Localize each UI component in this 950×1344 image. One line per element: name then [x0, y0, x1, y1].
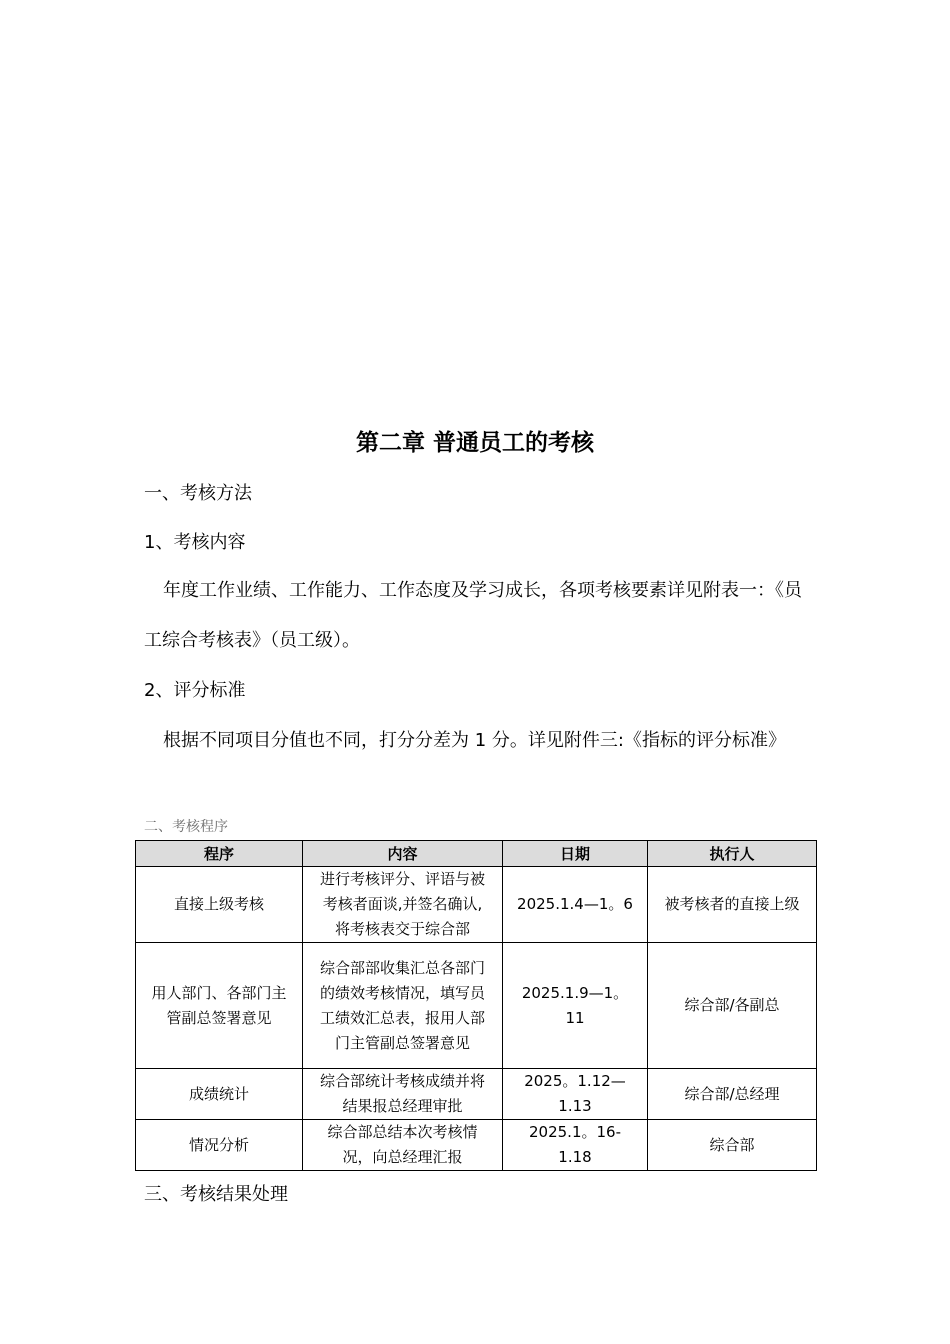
table-header-row: [136, 841, 817, 867]
date-cell: 2025。1.12—1.13: [503, 1069, 648, 1120]
executor-cell: 综合部/总经理: [648, 1069, 817, 1120]
step-cell: 成绩统计: [136, 1069, 303, 1120]
content-cell: 进行考核评分、评语与被考核者面谈,并签名确认,将考核表交于综合部: [303, 867, 503, 943]
column-header: 内容: [303, 841, 503, 867]
subheading-content: 1、考核内容: [144, 532, 246, 553]
section-heading-procedure: 二、考核程序: [144, 819, 228, 835]
executor-cell: 综合部: [648, 1120, 817, 1171]
step-cell: 情况分析: [136, 1120, 303, 1171]
content-cell: 综合部部收集汇总各部门的绩效考核情况，填写员工绩效汇总表，报用人部门主管副总签署意见: [303, 943, 503, 1069]
table-row: [136, 943, 817, 1069]
step-cell: 用人部门、各部门主管副总签署意见: [136, 943, 303, 1069]
table-row: [136, 867, 817, 943]
column-header: 执行人: [648, 841, 817, 867]
column-header: 程序: [136, 841, 303, 867]
date-cell: 2025.1。16-1.18: [503, 1120, 648, 1171]
date-cell: 2025.1.4—1。6: [503, 867, 648, 943]
section-heading-results: 三、考核结果处理: [144, 1184, 288, 1205]
date-cell: 2025.1.9—1。11: [503, 943, 648, 1069]
table-row: [136, 1069, 817, 1120]
executor-cell: 综合部/各副总: [648, 943, 817, 1069]
column-header: 日期: [503, 841, 648, 867]
procedure-table: [135, 840, 817, 1171]
chapter-title: 第二章 普通员工的考核: [355, 430, 594, 456]
executor-cell: 被考核者的直接上级: [648, 867, 817, 943]
step-cell: 直接上级考核: [136, 867, 303, 943]
content-cell: 综合部统计考核成绩并将结果报总经理审批: [303, 1069, 503, 1120]
subheading-scoring: 2、评分标准: [144, 680, 246, 701]
content-cell: 综合部总结本次考核情况，向总经理汇报: [303, 1120, 503, 1171]
paragraph-content: 年度工作业绩、工作能力、工作态度及学习成长，各项考核要素详见附表一：《员工综合考核表》（员工级）。: [144, 580, 802, 651]
paragraph-scoring: 根据不同项目分值也不同，打分分差为 1 分。详见附件三:《指标的评分标准》: [163, 730, 786, 751]
section-heading-method: 一、考核方法: [144, 483, 252, 504]
table-row: [136, 1120, 817, 1171]
